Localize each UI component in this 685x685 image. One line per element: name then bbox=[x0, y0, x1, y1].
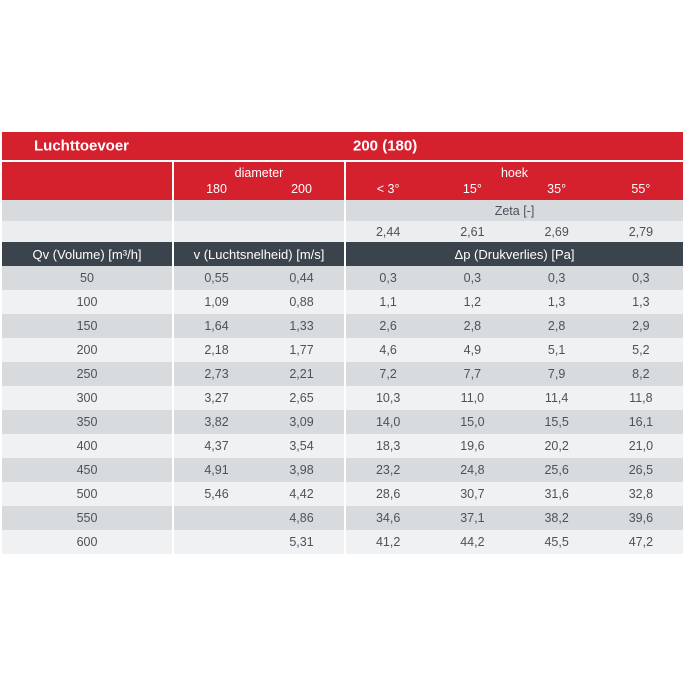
dp-cell-1: 23,2 bbox=[375, 463, 401, 477]
qv-cell: 100 bbox=[76, 295, 98, 309]
dp-cell-3: 20,2 bbox=[544, 439, 569, 453]
dp-cell-3: 11,4 bbox=[544, 391, 569, 405]
qv-cell: 600 bbox=[76, 535, 98, 549]
table-row bbox=[2, 458, 683, 482]
qv-cell: 450 bbox=[76, 463, 98, 477]
table-body bbox=[2, 266, 683, 554]
table-row bbox=[2, 530, 683, 554]
qv-cell: 300 bbox=[76, 391, 98, 405]
diameter-label: diameter bbox=[234, 166, 284, 180]
dp-cell-2: 44,2 bbox=[460, 535, 485, 549]
dp-cell-1: 10,3 bbox=[375, 391, 401, 405]
qv-cell: 400 bbox=[76, 439, 98, 453]
spec-table bbox=[2, 132, 683, 554]
zeta-values-row bbox=[2, 221, 683, 242]
v200-cell: 4,42 bbox=[289, 487, 314, 501]
v200-cell: 3,09 bbox=[289, 415, 314, 429]
dp-cell-4: 11,8 bbox=[629, 391, 653, 405]
dp-cell-4: 26,5 bbox=[628, 463, 654, 477]
v180-cell: 5,46 bbox=[204, 487, 229, 501]
spacer-cell bbox=[174, 200, 344, 221]
v180-cell: 1,64 bbox=[204, 319, 229, 333]
v180-cell: 3,82 bbox=[204, 415, 229, 429]
diameter-section-header bbox=[174, 162, 344, 200]
qv-cell: 500 bbox=[76, 487, 98, 501]
zeta-value-4: 2,79 bbox=[628, 224, 654, 239]
v200-cell: 4,86 bbox=[289, 511, 314, 525]
dp-cell-3: 15,5 bbox=[544, 415, 569, 429]
qv-cell: 150 bbox=[76, 319, 98, 333]
v180-cell bbox=[174, 506, 259, 530]
v200-cell: 0,88 bbox=[289, 295, 314, 309]
qv-cell: 50 bbox=[80, 271, 94, 285]
diameter-col-200: 200 bbox=[291, 182, 312, 196]
dp-cell-2: 4,9 bbox=[463, 343, 482, 357]
diameter-col-180: 180 bbox=[206, 182, 227, 196]
dp-cell-1: 0,3 bbox=[379, 271, 397, 285]
dp-cell-3: 0,3 bbox=[547, 271, 566, 285]
dp-cell-2: 1,2 bbox=[463, 295, 482, 309]
dp-cell-2: 11,0 bbox=[460, 391, 485, 405]
dp-cell-4: 32,8 bbox=[628, 487, 654, 501]
dp-cell-2: 24,8 bbox=[460, 463, 485, 477]
dp-cell-4: 5,2 bbox=[632, 343, 650, 357]
dp-cell-1: 18,3 bbox=[375, 439, 401, 453]
v200-cell: 1,33 bbox=[289, 319, 314, 333]
v200-cell: 2,65 bbox=[289, 391, 314, 405]
table-row bbox=[2, 506, 683, 530]
dp-cell-2: 2,8 bbox=[463, 319, 482, 333]
dp-cell-1: 41,2 bbox=[375, 535, 401, 549]
dp-cell-2: 7,7 bbox=[463, 367, 482, 381]
dp-cell-4: 8,2 bbox=[632, 367, 650, 381]
zeta-value-2: 2,61 bbox=[460, 224, 485, 239]
dp-cell-1: 28,6 bbox=[375, 487, 401, 501]
unit-header-row bbox=[2, 242, 683, 266]
hoek-label: hoek bbox=[500, 166, 529, 180]
v200-cell: 5,31 bbox=[289, 535, 314, 549]
dp-cell-3: 7,9 bbox=[547, 367, 566, 381]
dp-cell-2: 15,0 bbox=[460, 415, 485, 429]
hoek-col-4: 55° bbox=[631, 182, 651, 196]
qv-cell: 250 bbox=[76, 367, 98, 381]
table-title-bar bbox=[2, 132, 683, 160]
dp-cell-3: 2,8 bbox=[547, 319, 566, 333]
dp-cell-4: 39,6 bbox=[628, 511, 654, 525]
dp-cell-3: 1,3 bbox=[547, 295, 566, 309]
table-row bbox=[2, 362, 683, 386]
dp-cell-3: 31,6 bbox=[544, 487, 569, 501]
table-row bbox=[2, 266, 683, 290]
dp-cell-2: 30,7 bbox=[460, 487, 485, 501]
v180-cell: 1,09 bbox=[204, 295, 229, 309]
dp-cell-2: 19,6 bbox=[460, 439, 485, 453]
dp-cell-3: 25,6 bbox=[544, 463, 569, 477]
dp-cell-4: 2,9 bbox=[632, 319, 650, 333]
table-row bbox=[2, 482, 683, 506]
dp-cell-1: 4,6 bbox=[379, 343, 397, 357]
qv-cell: 350 bbox=[76, 415, 98, 429]
v200-cell: 0,44 bbox=[289, 271, 314, 285]
dp-cell-4: 16,1 bbox=[628, 415, 654, 429]
dp-cell-3: 38,2 bbox=[544, 511, 569, 525]
zeta-value-1: 2,44 bbox=[375, 224, 401, 239]
dp-unit-header: Δp (Drukverlies) [Pa] bbox=[454, 246, 575, 262]
hoek-section-header bbox=[346, 162, 683, 200]
v200-cell: 3,54 bbox=[289, 439, 314, 453]
zeta-value-3: 2,69 bbox=[544, 224, 569, 239]
table-row bbox=[2, 386, 683, 410]
v200-cell: 1,77 bbox=[289, 343, 314, 357]
zeta-label: Zeta [-] bbox=[494, 203, 535, 218]
v180-cell: 2,18 bbox=[204, 343, 229, 357]
dp-cell-3: 45,5 bbox=[544, 535, 569, 549]
v180-cell: 2,73 bbox=[204, 367, 229, 381]
spacer-cell bbox=[2, 221, 172, 242]
qv-unit-header: Qv (Volume) [m³/h] bbox=[32, 246, 142, 262]
qv-cell: 200 bbox=[76, 343, 98, 357]
v180-cell bbox=[174, 530, 259, 554]
qv-cell: 550 bbox=[76, 511, 98, 525]
spacer-cell bbox=[2, 200, 172, 221]
table-row bbox=[2, 314, 683, 338]
table-row bbox=[2, 434, 683, 458]
hoek-col-3: 35° bbox=[547, 182, 567, 196]
table-title: Luchttoevoer bbox=[34, 137, 130, 155]
table-row bbox=[2, 338, 683, 362]
dp-cell-2: 37,1 bbox=[460, 511, 485, 525]
dp-cell-2: 0,3 bbox=[463, 271, 482, 285]
dp-cell-1: 2,6 bbox=[379, 319, 397, 333]
v-unit-header: v (Luchtsnelheid) [m/s] bbox=[193, 246, 325, 262]
v180-cell: 0,55 bbox=[204, 271, 229, 285]
hoek-col-2: 15° bbox=[462, 182, 482, 196]
zeta-label-row bbox=[2, 200, 683, 221]
v200-cell: 2,21 bbox=[289, 367, 314, 381]
spacer-cell bbox=[2, 162, 172, 200]
dp-cell-1: 7,2 bbox=[379, 367, 397, 381]
dp-cell-1: 34,6 bbox=[375, 511, 401, 525]
v180-cell: 3,27 bbox=[204, 391, 229, 405]
column-group-header bbox=[2, 162, 683, 200]
dp-cell-4: 47,2 bbox=[628, 535, 654, 549]
v180-cell: 4,91 bbox=[204, 463, 229, 477]
hoek-col-1: < 3° bbox=[376, 182, 400, 196]
table-row bbox=[2, 290, 683, 314]
spacer-cell bbox=[174, 221, 344, 242]
table-model-label: 200 (180) bbox=[353, 137, 418, 155]
dp-cell-4: 0,3 bbox=[632, 271, 650, 285]
table-row bbox=[2, 410, 683, 434]
dp-cell-1: 14,0 bbox=[375, 415, 401, 429]
dp-cell-1: 1,1 bbox=[379, 295, 397, 309]
dp-cell-4: 1,3 bbox=[632, 295, 650, 309]
v200-cell: 3,98 bbox=[289, 463, 314, 477]
v180-cell: 4,37 bbox=[204, 439, 229, 453]
dp-cell-4: 21,0 bbox=[628, 439, 654, 453]
dp-cell-3: 5,1 bbox=[547, 343, 566, 357]
